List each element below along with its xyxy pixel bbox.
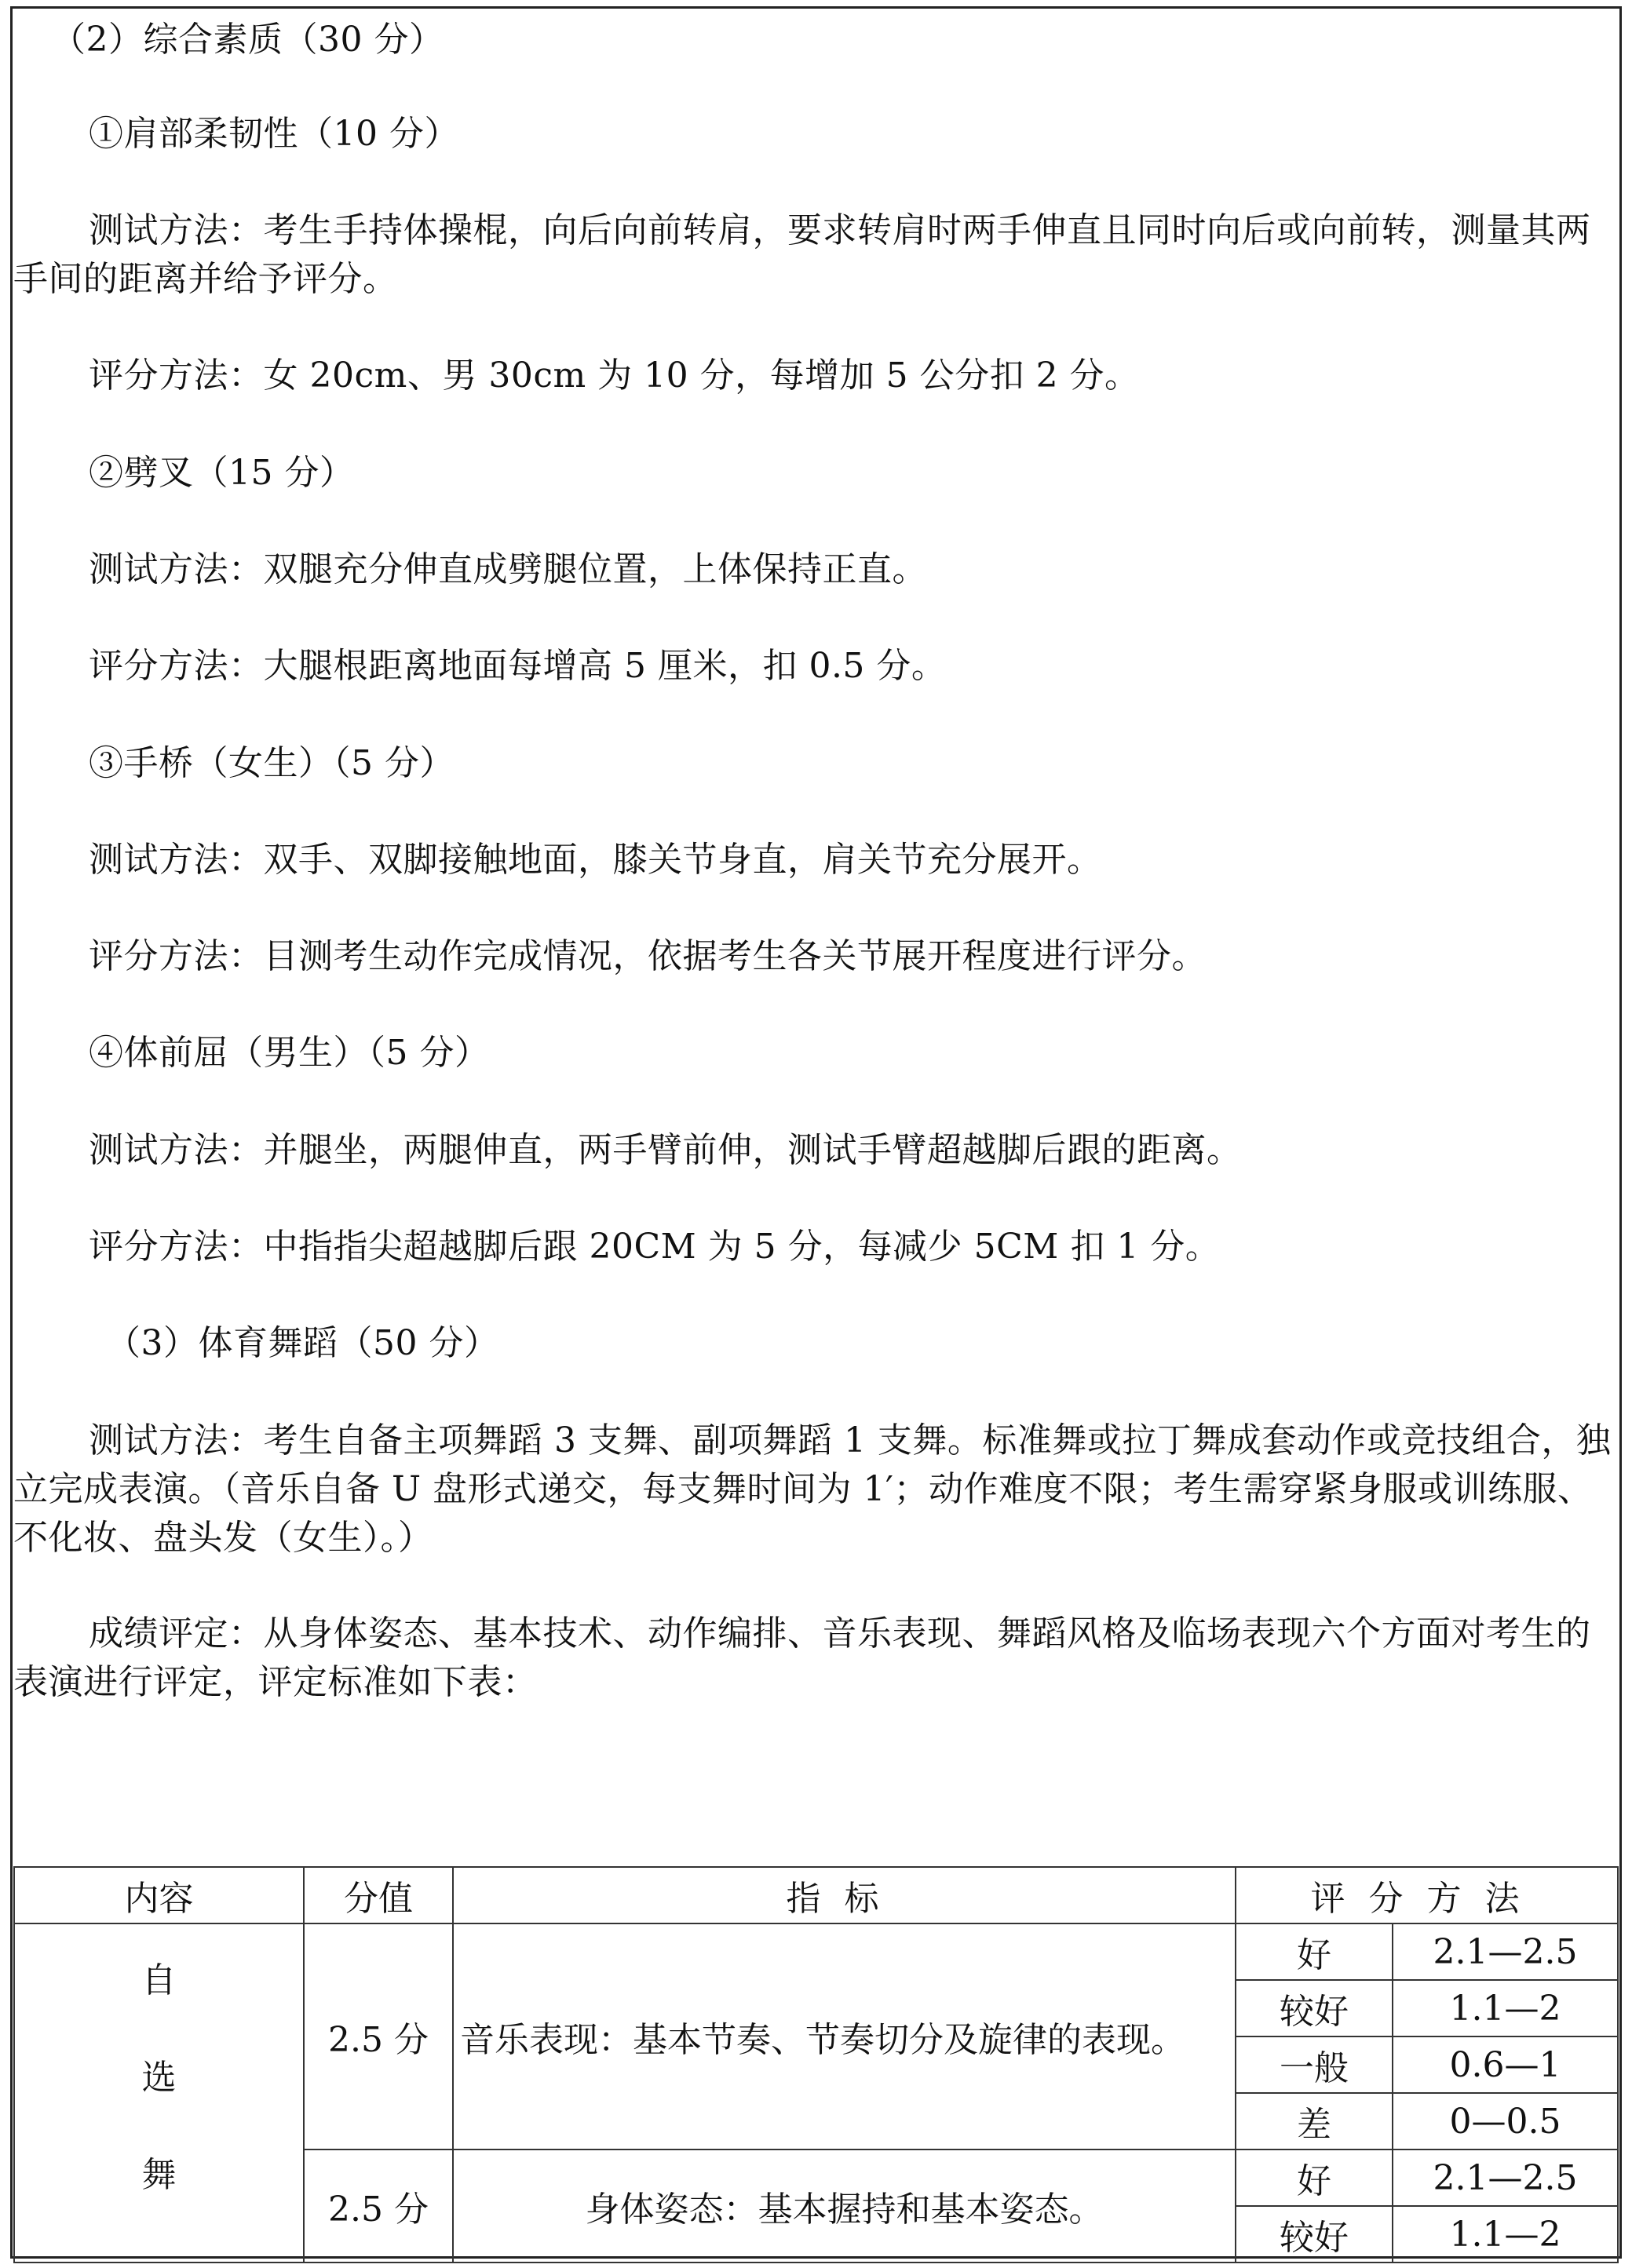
item-4-title: ④体前屈（男生）（5 分） xyxy=(89,1033,490,1073)
item-1-scoring-method: 评分方法：女 20cm、男 30cm 为 10 分，每增加 5 公分扣 2 分。 xyxy=(89,356,1140,396)
section-3-title: （3）体育舞蹈（50 分） xyxy=(106,1323,499,1363)
table-header-row xyxy=(14,1867,1618,1923)
value-cell: 2.5 分 xyxy=(304,2149,453,2263)
header-indicator: 指标 xyxy=(453,1867,1236,1923)
grade-level: 一般 xyxy=(1236,2036,1393,2093)
item-2-test-method: 测试方法：双腿充分伸直成劈腿位置，上体保持正直。 xyxy=(89,549,927,589)
header-content: 内容 xyxy=(14,1867,304,1923)
section-3-evaluation: 成绩评定：从身体姿态、基本技术、动作编排、音乐表现、舞蹈风格及临场表现六个方面对考生的表演进行评定，评定标准如下表： xyxy=(13,1613,1591,1702)
value-cell: 2.5 分 xyxy=(304,1923,453,2149)
content-char: 舞 xyxy=(141,2155,177,2195)
grade-range: 1.1—2 xyxy=(1393,2206,1618,2263)
header-value: 分值 xyxy=(304,1867,453,1923)
item-3-scoring-method: 评分方法：目测考生动作完成情况，依据考生各关节展开程度进行评分。 xyxy=(89,936,1207,976)
grade-level: 好 xyxy=(1236,2149,1393,2206)
content-char: 选 xyxy=(141,2058,177,2098)
grade-range: 0—0.5 xyxy=(1393,2093,1618,2149)
grade-level: 好 xyxy=(1236,1923,1393,1980)
item-3-test-method: 测试方法：双手、双脚接触地面，膝关节身直，肩关节充分展开。 xyxy=(89,840,1102,880)
item-4-scoring-method: 评分方法：中指指尖超越脚后跟 20CM 为 5 分，每减少 5CM 扣 1 分。 xyxy=(89,1227,1221,1267)
grade-range: 2.1—2.5 xyxy=(1393,1923,1618,1980)
item-1-title: ①肩部柔韧性（10 分） xyxy=(89,114,459,154)
grade-level: 较好 xyxy=(1236,2206,1393,2263)
section-3-test-method: 测试方法：考生自备主项舞蹈 3 支舞、副项舞蹈 1 支舞。标准舞或拉丁舞成套动作或竞技组合，独立完成表演。（音乐自备 U 盘形式递交，每支舞时间为 1′；动作难度不限；考生需穿紧身服或训练服、不化妆、盘头发（女生）。） xyxy=(13,1420,1612,1558)
grade-range: 0.6—1 xyxy=(1393,2036,1618,2093)
grade-level: 差 xyxy=(1236,2093,1393,2149)
item-2-title: ②劈叉（15 分） xyxy=(89,453,355,493)
item-3-title: ③手桥（女生）（5 分） xyxy=(89,743,455,783)
scoring-table xyxy=(13,1866,1619,2263)
header-scoring-method: 评分方法 xyxy=(1236,1867,1618,1923)
grade-range: 1.1—2 xyxy=(1393,1980,1618,2036)
item-4-test-method: 测试方法：并腿坐，两腿伸直，两手臂前伸，测试手臂超越脚后跟的距离。 xyxy=(89,1130,1242,1170)
item-1-test-method: 测试方法：考生手持体操棍，向后向前转肩，要求转肩时两手伸直且同时向后或向前转，测量其两手间的距离并给予评分。 xyxy=(13,210,1591,299)
content-char: 自 xyxy=(141,1960,177,2000)
table-row xyxy=(14,1923,1618,1980)
content-cell xyxy=(14,1923,304,2263)
item-2-scoring-method: 评分方法：大腿根距离地面每增高 5 厘米，扣 0.5 分。 xyxy=(89,646,947,686)
grade-range: 2.1—2.5 xyxy=(1393,2149,1618,2206)
indicator-cell: 身体姿态：基本握持和基本姿态。 xyxy=(453,2149,1236,2263)
section-2-title: （2）综合素质（30 分） xyxy=(51,20,444,60)
grade-level: 较好 xyxy=(1236,1980,1393,2036)
indicator-cell: 音乐表现：基本节奏、节奏切分及旋律的表现。 xyxy=(453,1923,1236,2149)
